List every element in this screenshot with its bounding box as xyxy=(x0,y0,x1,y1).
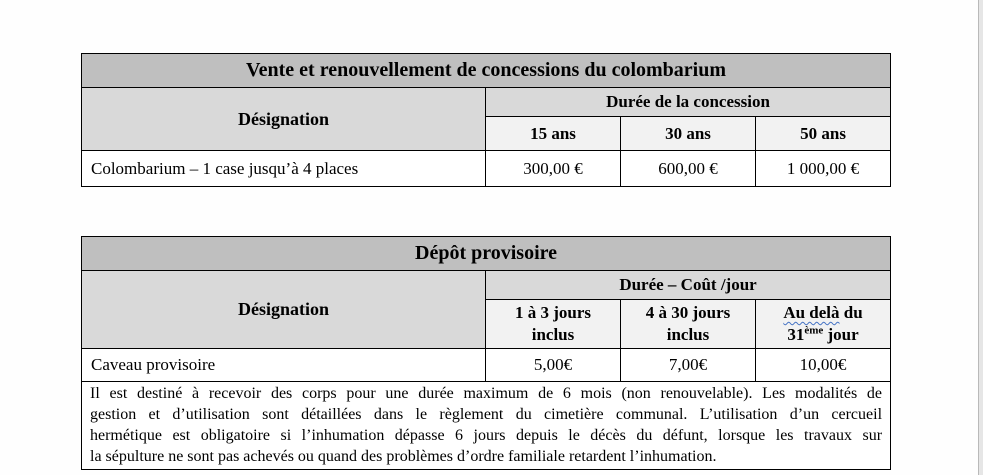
table-row xyxy=(82,151,891,187)
depot-note xyxy=(82,382,891,470)
column-header-50-ans: 50 ans xyxy=(756,117,891,151)
note-line: Il est destiné à recevoir des corps pour une durée maximum de 6 mois (non renouvelable). Les modalités de xyxy=(90,385,883,402)
column-header-text: jour xyxy=(823,325,859,344)
duration-cost-header: Durée – Coût /jour xyxy=(486,271,891,300)
column-header-line: inclus xyxy=(666,325,710,344)
duration-header: Durée de la concession xyxy=(486,88,891,117)
price-cell: 300,00 € xyxy=(486,151,621,187)
row-label: Caveau provisoire xyxy=(82,349,486,382)
column-header-line: 4 à 30 jours xyxy=(645,303,731,322)
column-header-text: du xyxy=(839,303,863,322)
note-line: hermétique est obligatoire si l’inhumation dépasse 6 jours depuis le décès du défunt, lorsque les travaux sur xyxy=(90,427,883,444)
spellcheck-underlined-text: Au delà xyxy=(783,303,840,322)
price-cell: 10,00€ xyxy=(756,349,891,382)
concessions-table xyxy=(81,53,891,187)
depot-table xyxy=(81,236,891,470)
window-edge-scrollbar[interactable] xyxy=(978,0,983,475)
note-line: gestion et d’utilisation sont détaillées dans le règlement du cimetière communal. L’utilisation d’un cercueil xyxy=(90,406,883,423)
column-header-line: 1 à 3 jours xyxy=(514,303,592,322)
price-cell: 1 000,00 € xyxy=(756,151,891,187)
price-cell: 5,00€ xyxy=(486,349,621,382)
superscript-text: ème xyxy=(804,324,824,337)
table-row xyxy=(82,349,891,382)
column-header-au-dela-31 xyxy=(756,300,891,349)
note-line: la sépulture ne sont pas achevés ou quand des problèmes d’ordre familiale retardent l’inhumation. xyxy=(90,448,717,465)
concessions-table-title: Vente et renouvellement de concessions du colombarium xyxy=(82,54,891,88)
column-header-4-30-jours xyxy=(621,300,756,349)
column-header-1-3-jours xyxy=(486,300,621,349)
designation-header: Désignation xyxy=(82,88,486,151)
row-label: Colombarium – 1 case jusqu’à 4 places xyxy=(82,151,486,187)
column-header-15-ans: 15 ans xyxy=(486,117,621,151)
designation-header: Désignation xyxy=(82,271,486,349)
column-header-text: 31 xyxy=(787,325,805,344)
price-cell: 600,00 € xyxy=(621,151,756,187)
column-header-line: inclus xyxy=(531,325,575,344)
column-header-30-ans: 30 ans xyxy=(621,117,756,151)
price-cell: 7,00€ xyxy=(621,349,756,382)
depot-table-title: Dépôt provisoire xyxy=(82,237,891,271)
